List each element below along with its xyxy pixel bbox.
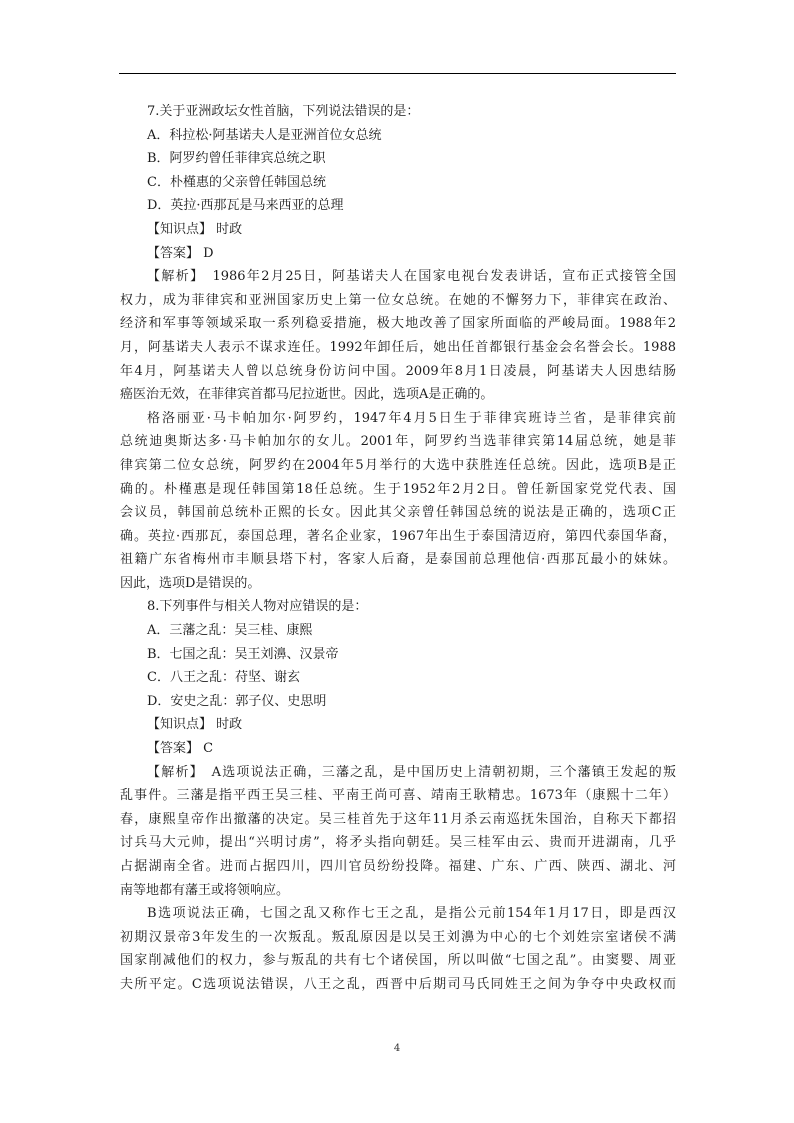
question-7-answer: 【答案】 D bbox=[147, 245, 214, 261]
question-8-option-d: D．安史之乱：郭子仪、史思明 bbox=[147, 693, 327, 709]
question-8-knowledge-point: 【知识点】 时政 bbox=[147, 717, 243, 733]
question-8-option-b: B．七国之乱：吴王刘濞、汉景帝 bbox=[147, 646, 339, 662]
question-8-analysis-line: 初期汉景帝3年发生的一次叛乱。叛乱原因是以吴王刘濞为中心的七个刘姓宗室诸侯不满 bbox=[120, 929, 676, 945]
question-7-analysis-line: 总统迪奥斯达多·马卡帕加尔的女儿。2001年，阿罗约当选菲律宾第14届总统，她是菲 bbox=[120, 434, 676, 450]
question-7-analysis-line: 月，阿基诺夫人表示不谋求连任。1992年卸任后，她出任首都银行基金会名誉会长。1988 bbox=[120, 339, 676, 355]
question-7-analysis-line: 经济和军事等领域采取一系列稳妥措施，极大地改善了国家所面临的严峻局面。1988年2 bbox=[120, 316, 676, 332]
question-7-analysis-line: 格洛丽亚·马卡帕加尔·阿罗约，1947年4月5日生于菲律宾班诗兰省，是菲律宾前 bbox=[147, 410, 676, 426]
question-7-option-a: A．科拉松·阿基诺夫人是亚洲首位女总统 bbox=[147, 127, 382, 143]
question-8-answer: 【答案】 C bbox=[147, 741, 214, 757]
question-7-analysis-line: 癌医治无效，在菲律宾首都马尼拉逝世。因此，选项A是正确的。 bbox=[120, 387, 494, 403]
question-7-analysis-line: 确的。朴槿惠是现任韩国第18任总统。生于1952年2月2日。曾任新国家党党代表、国 bbox=[120, 481, 676, 497]
question-8-analysis-line: 春，康熙皇帝作出撤藩的决定。吴三桂首先于这年11月杀云南巡抚朱国治，自称天下都招 bbox=[120, 811, 676, 827]
question-7-analysis-line: 律宾第二位女总统，阿罗约在2004年5月举行的大选中获胜连任总统。因此，选项B是正 bbox=[120, 457, 676, 473]
question-7-option-d: D．英拉·西那瓦是马来西亚的总理 bbox=[147, 198, 344, 214]
question-7-option-b: B．阿罗约曾任菲律宾总统之职 bbox=[147, 151, 326, 167]
question-8-analysis-line: B选项说法正确，七国之乱又称作七王之乱，是指公元前154年1月17日，即是西汉 bbox=[147, 906, 676, 922]
question-8-option-c: C．八王之乱：苻坚、谢玄 bbox=[147, 670, 300, 686]
question-7-analysis-line: 【解析】 1986年2月25日，阿基诺夫人在国家电视台发表讲话，宣布正式接管全国 bbox=[147, 269, 676, 285]
question-8-option-a: A．三藩之乱：吴三桂、康熙 bbox=[147, 623, 313, 639]
question-7-analysis-line: 年4月，阿基诺夫人曾以总统身份访问中国。2009年8月1日凌晨，阿基诺夫人因患结肠 bbox=[120, 363, 676, 379]
page-number: 4 bbox=[393, 1043, 401, 1054]
question-7-analysis-line: 权力，成为菲律宾和亚洲国家历史上第一位女总统。在她的不懈努力下，菲律宾在政治、 bbox=[120, 292, 676, 308]
question-8-analysis-line: 乱事件。三藩是指平西王吴三桂、平南王尚可喜、靖南王耿精忠。1673年（康熙十二年） bbox=[120, 788, 676, 804]
question-7-analysis-line: 会议员，韩国前总统朴正熙的长女。因此其父亲曾任韩国总统的说法是正确的，选项C正 bbox=[120, 505, 676, 521]
question-8-analysis-line: 南等地都有藩王或将领响应。 bbox=[120, 882, 290, 898]
question-7-analysis-line: 因此，选项D是错误的。 bbox=[120, 575, 261, 591]
document-body bbox=[120, 100, 676, 997]
question-7-analysis-line: 确。英拉·西那瓦，泰国总理，著名企业家，1967年出生于泰国清迈府，第四代泰国华裔， bbox=[120, 528, 676, 544]
question-8-analysis-line: 占据湖南全省。进而占据四川，四川官员纷纷投降。福建、广东、广西、陕西、湖北、河 bbox=[120, 859, 676, 874]
question-8-analysis-line: 夫所平定。C选项说法错误，八王之乱，西晋中后期司马氏同姓王之间为争夺中央政权而 bbox=[120, 976, 676, 992]
question-8-analysis-line: 【解析】 A选项说法正确，三藩之乱，是中国历史上清朝初期，三个藩镇王发起的叛 bbox=[147, 764, 676, 780]
question-8-analysis-line: 国家削减他们的权力，参与叛乱的共有七个诸侯国，所以叫做“七国之乱”。由窦婴、周亚 bbox=[120, 953, 676, 969]
question-7-analysis-line: 祖籍广东省梅州市丰顺县塔下村，客家人后裔，是泰国前总理他信·西那瓦最小的妹妹。 bbox=[120, 552, 676, 568]
question-8-analysis-line: 讨兵马大元帅，提出“兴明讨虏”，将矛头指向朝廷。吴三桂军由云、贵而开进湖南，几乎 bbox=[120, 835, 676, 851]
header-rule bbox=[119, 73, 676, 74]
question-7-option-c: C．朴槿惠的父亲曾任韩国总统 bbox=[147, 174, 326, 190]
question-7-knowledge-point: 【知识点】 时政 bbox=[147, 221, 243, 237]
question-7-stem: 7.关于亚洲政坛女性首脑，下列说法错误的是： bbox=[147, 104, 420, 119]
question-8-stem: 8.下列事件与相关人物对应错误的是： bbox=[147, 599, 368, 615]
